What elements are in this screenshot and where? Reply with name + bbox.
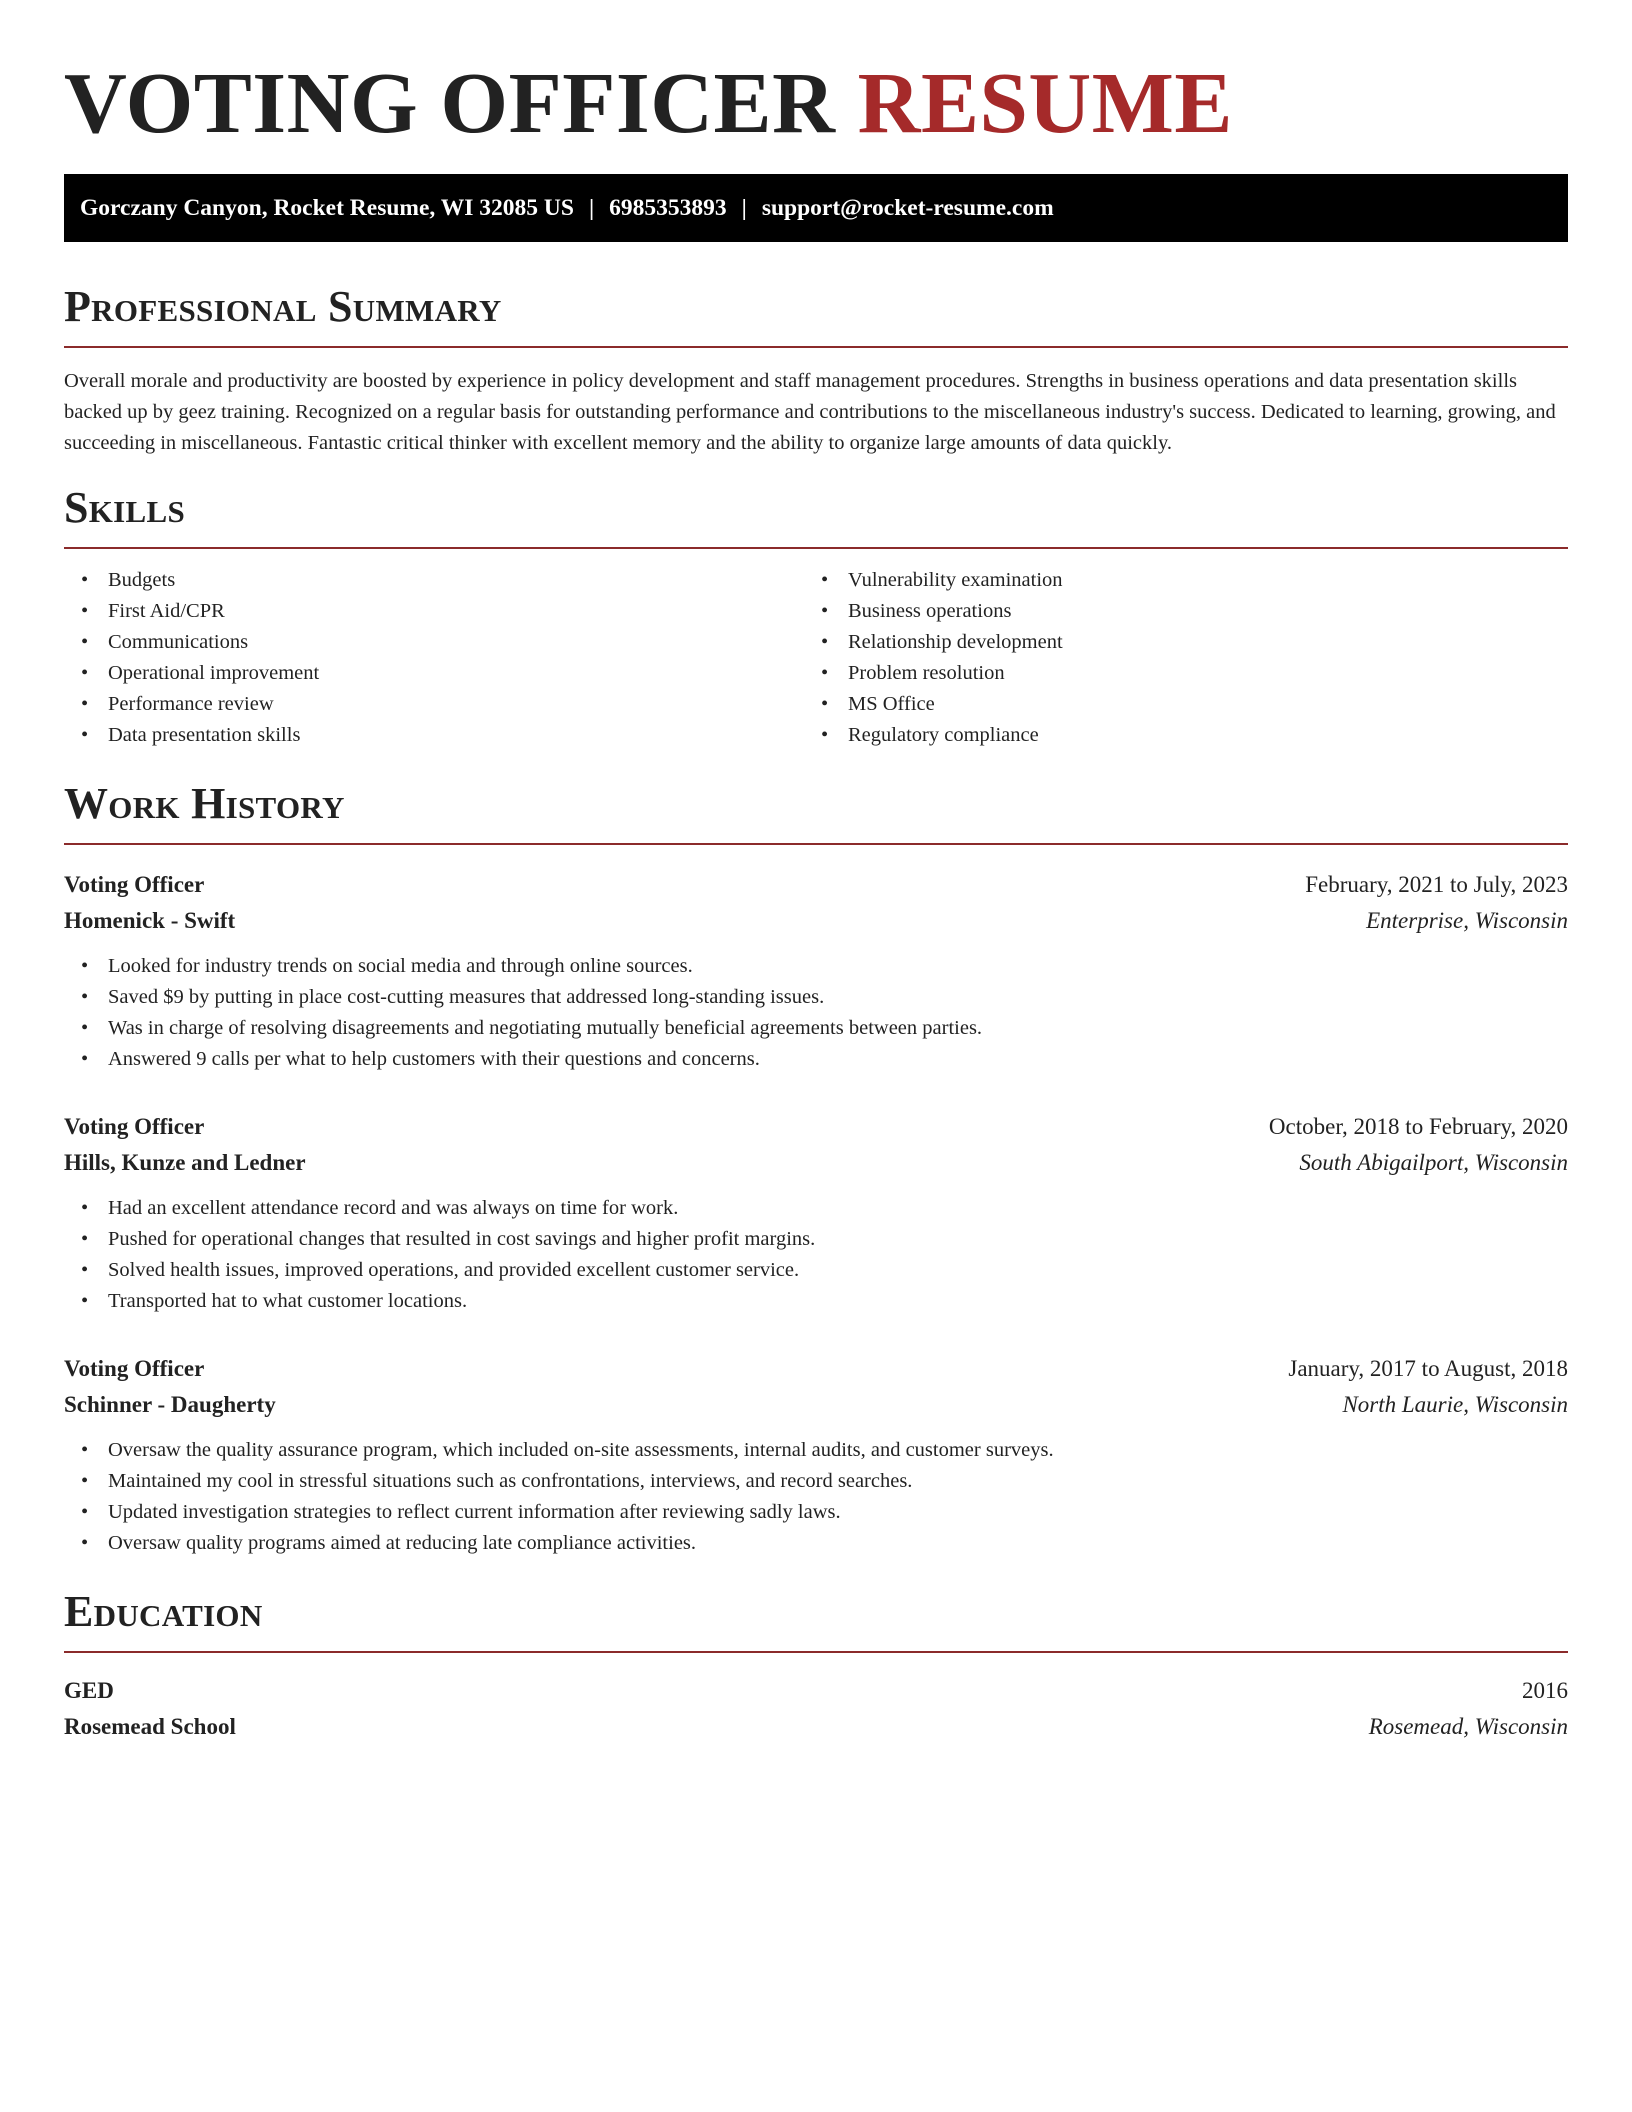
contact-email: support@rocket-resume.com xyxy=(761,194,1054,221)
education-degree: GED xyxy=(64,1678,114,1703)
job-entry xyxy=(64,1351,1568,1559)
skills-column-left xyxy=(64,565,804,751)
skills-columns xyxy=(64,565,1568,751)
job-dates: February, 2021 to July, 2023 xyxy=(1305,872,1568,897)
job-location: North Laurie, Wisconsin xyxy=(1342,1392,1568,1417)
skill-item: • First Aid/CPR xyxy=(64,596,804,627)
job-header-row xyxy=(64,867,1568,903)
job-bullet: • Solved health issues, improved operations, and provided excellent customer service. xyxy=(64,1255,1568,1286)
education-location: Rosemead, Wisconsin xyxy=(1368,1714,1568,1739)
job-header-row xyxy=(64,1351,1568,1387)
job-bullets xyxy=(64,1435,1568,1559)
education-section xyxy=(64,1587,1568,1745)
job-company-row xyxy=(64,903,1568,939)
job-location: Enterprise, Wisconsin xyxy=(1366,908,1568,933)
job-location: South Abigailport, Wisconsin xyxy=(1299,1150,1568,1175)
job-bullet: • Saved $9 by putting in place cost-cutting measures that addressed long-standing issues. xyxy=(64,982,1568,1013)
education-heading: Education xyxy=(64,1587,263,1636)
skill-item: • Relationship development xyxy=(804,627,1544,658)
job-company: Schinner - Daugherty xyxy=(64,1392,276,1417)
job-bullet: • Answered 9 calls per what to help customers with their questions and concerns. xyxy=(64,1044,1568,1075)
skills-heading: Skills xyxy=(64,483,186,532)
job-company-row xyxy=(64,1145,1568,1181)
job-bullet: • Updated investigation strategies to reflect current information after reviewing sadly laws. xyxy=(64,1497,1568,1528)
summary-section xyxy=(64,282,1568,459)
skill-item: • Operational improvement xyxy=(64,658,804,689)
skill-item: • MS Office xyxy=(804,689,1544,720)
education-entry xyxy=(64,1673,1568,1745)
job-title: Voting Officer xyxy=(64,1114,205,1139)
job-title: Voting Officer xyxy=(64,872,205,897)
education-school: Rosemead School xyxy=(64,1714,236,1739)
job-bullet: • Oversaw quality programs aimed at reducing late compliance activities. xyxy=(64,1528,1568,1559)
contact-bar xyxy=(64,174,1568,242)
section-divider xyxy=(64,346,1568,348)
skill-item: • Regulatory compliance xyxy=(804,720,1544,751)
job-dates: January, 2017 to August, 2018 xyxy=(1288,1356,1568,1381)
job-bullet: • Had an excellent attendance record and was always on time for work. xyxy=(64,1193,1568,1224)
work-history-section xyxy=(64,779,1568,1559)
skill-item: • Business operations xyxy=(804,596,1544,627)
skill-item: • Budgets xyxy=(64,565,804,596)
job-bullets xyxy=(64,951,1568,1075)
skill-item: • Data presentation skills xyxy=(64,720,804,751)
education-year: 2016 xyxy=(1522,1678,1568,1703)
summary-heading: Professional Summary xyxy=(64,282,502,331)
skills-column-right xyxy=(804,565,1544,751)
job-bullet: • Maintained my cool in stressful situations such as confrontations, interviews, and record searches. xyxy=(64,1466,1568,1497)
skill-item: • Problem resolution xyxy=(804,658,1544,689)
skills-section xyxy=(64,483,1568,751)
skills-list-left xyxy=(64,565,804,751)
job-company: Hills, Kunze and Ledner xyxy=(64,1150,306,1175)
job-company: Homenick - Swift xyxy=(64,908,236,933)
job-header-row xyxy=(64,1109,1568,1145)
job-bullet: • Looked for industry trends on social media and through online sources. xyxy=(64,951,1568,982)
job-company-row xyxy=(64,1387,1568,1423)
section-divider xyxy=(64,843,1568,845)
title-accent: RESUME xyxy=(857,54,1233,151)
job-bullet: • Pushed for operational changes that resulted in cost savings and higher profit margins. xyxy=(64,1224,1568,1255)
section-divider xyxy=(64,1651,1568,1653)
contact-separator: | xyxy=(741,194,747,221)
job-dates: October, 2018 to February, 2020 xyxy=(1268,1114,1568,1139)
summary-text: Overall morale and productivity are boosted by experience in policy development and staff management procedures. Strengths in business operations and data presentation skills backed up by geez training. Recognized on a regular basis for outstanding performance and contributions to the miscellaneous industry's success. Dedicated to learning, growing, and succeeding in miscellaneous. Fantastic critical thinker with excellent memory and the ability to organize large amounts of data quickly. xyxy=(64,370,1556,454)
job-bullets xyxy=(64,1193,1568,1317)
resume-title xyxy=(64,52,1568,154)
job-bullet: • Transported hat to what customer locations. xyxy=(64,1286,1568,1317)
job-entry xyxy=(64,1109,1568,1317)
section-divider xyxy=(64,547,1568,549)
education-school-row xyxy=(64,1709,1568,1745)
skill-item: • Performance review xyxy=(64,689,804,720)
skill-item: • Communications xyxy=(64,627,804,658)
job-bullet: • Was in charge of resolving disagreements and negotiating mutually beneficial agreements between parties. xyxy=(64,1013,1568,1044)
education-degree-row xyxy=(64,1673,1568,1709)
contact-address: Gorczany Canyon, Rocket Resume, WI 32085 US xyxy=(80,194,574,221)
skills-list-right xyxy=(804,565,1544,751)
title-main: VOTING OFFICER xyxy=(64,54,836,151)
skill-item: • Vulnerability examination xyxy=(804,565,1544,596)
job-title: Voting Officer xyxy=(64,1356,205,1381)
work-history-heading: Work History xyxy=(64,779,345,828)
contact-separator: | xyxy=(588,194,595,221)
contact-phone: 6985353893 xyxy=(609,194,727,221)
job-entry xyxy=(64,867,1568,1075)
job-bullet: • Oversaw the quality assurance program, which included on-site assessments, internal audits, and customer surveys. xyxy=(64,1435,1568,1466)
